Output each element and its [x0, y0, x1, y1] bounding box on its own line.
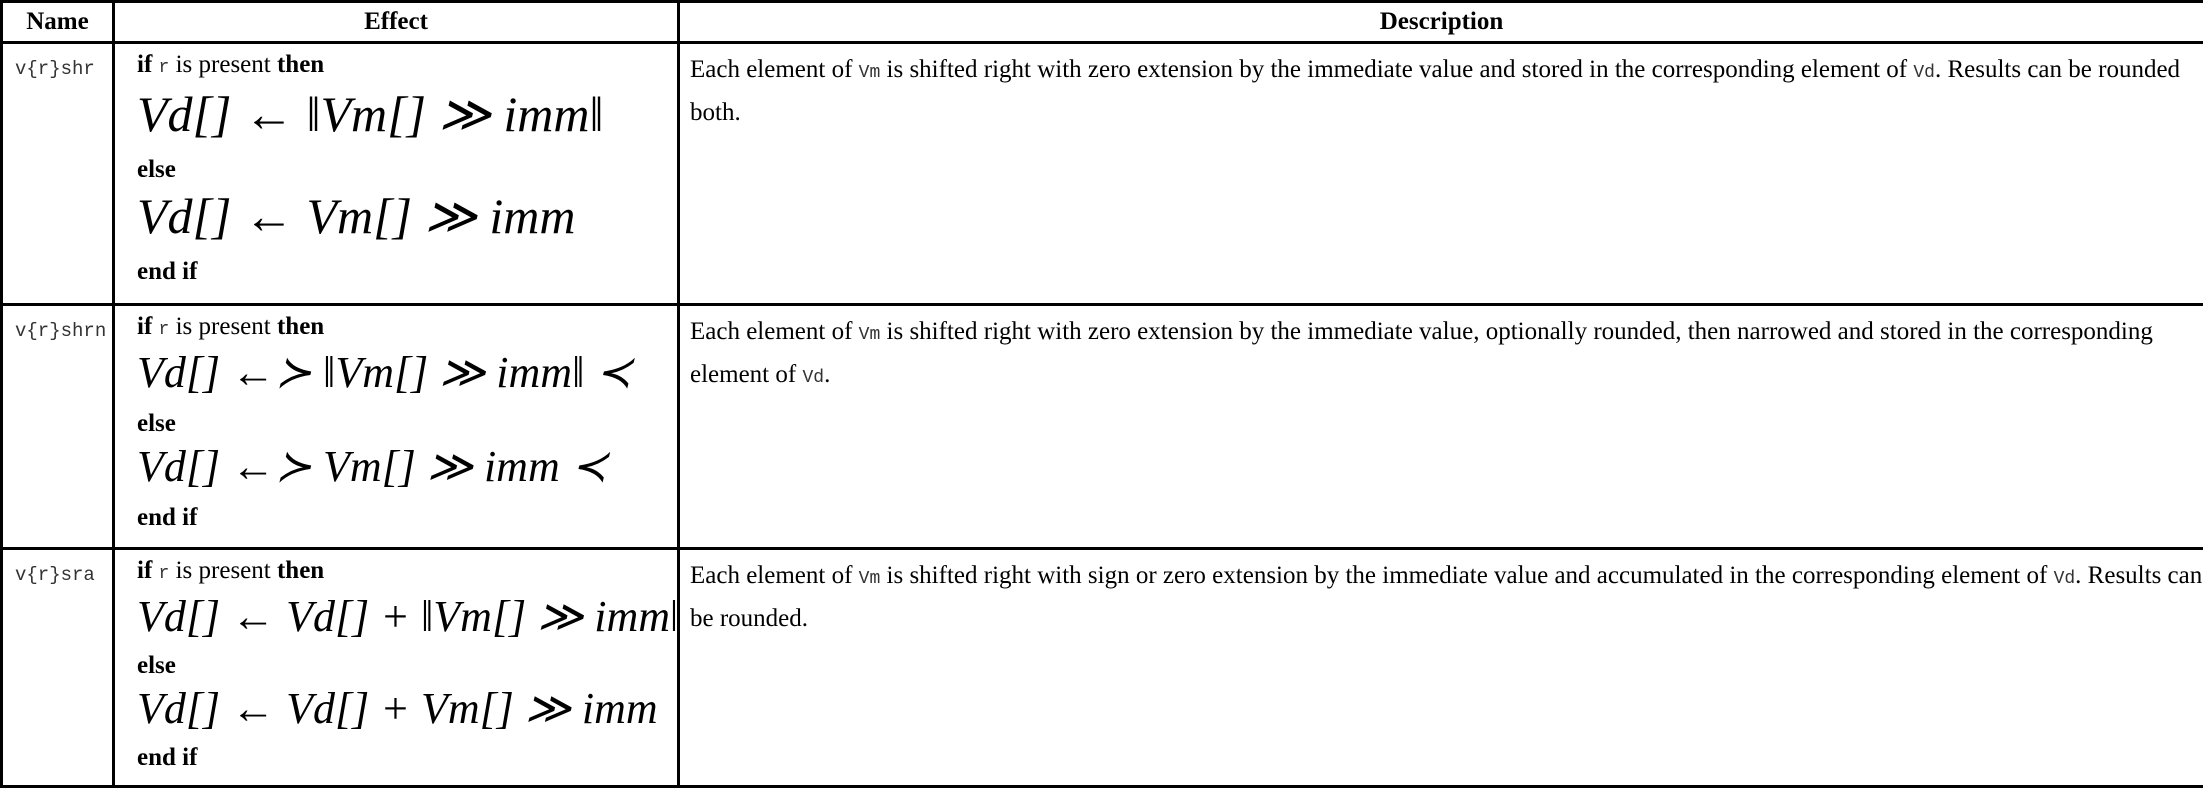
then-keyword: then	[277, 313, 324, 340]
header-effect: Effect	[114, 2, 679, 43]
desc-text: is shifted right with zero extension by the immediate value and stored in the corresponding element of	[880, 56, 1913, 83]
endif-keyword: end if	[137, 503, 677, 533]
endif-keyword: end if	[137, 743, 677, 773]
then-keyword: then	[277, 51, 324, 78]
desc-text: is shifted right with zero extension by the immediate value, optionally rounded, then narrowed and stored in the corresponding element of	[690, 318, 2153, 388]
description-cell	[679, 43, 2203, 305]
cond-text: is present	[176, 557, 271, 584]
if-line	[137, 556, 677, 589]
effect-formula-plain: Vd[] ← Vm[] ≫ imm	[137, 185, 677, 247]
cond-text: is present	[176, 51, 271, 78]
else-keyword: else	[137, 155, 677, 185]
cond-code: r	[159, 58, 170, 78]
effect-formula-plain: Vd[] ←≻ Vm[] ≫ imm ≺	[137, 439, 677, 495]
header-name: Name	[2, 2, 114, 43]
effect-formula-plain: Vd[] ← Vd[] + Vm[] ≫ imm	[137, 681, 677, 737]
header-description: Description	[679, 2, 2203, 43]
effect-formula-rounded: Vd[] ←≻ ‖Vm[] ≫ imm‖ ≺	[137, 345, 677, 401]
description-cell	[679, 305, 2203, 549]
description-cell	[679, 549, 2203, 787]
desc-text: Each element of	[690, 318, 859, 345]
effect-cell	[114, 305, 679, 549]
effect-formula-rounded: Vd[] ← Vd[] + ‖Vm[] ≫ imm‖	[137, 589, 677, 645]
instruction-name: v{r}shrn	[2, 305, 114, 549]
desc-code-vd: Vd	[802, 368, 824, 388]
if-keyword: if	[137, 51, 152, 78]
else-keyword: else	[137, 409, 677, 439]
cond-code: r	[159, 320, 170, 340]
instruction-name: v{r}shr	[2, 43, 114, 305]
desc-text: Each element of	[690, 56, 859, 83]
else-keyword: else	[137, 651, 677, 681]
table-row	[2, 549, 2203, 787]
desc-text: .	[824, 361, 830, 388]
if-line	[137, 50, 677, 83]
desc-code-vm: Vm	[859, 63, 881, 83]
desc-text: . Results can be rounded.	[690, 562, 2202, 632]
if-line	[137, 312, 677, 345]
endif-keyword: end if	[137, 257, 677, 287]
desc-code-vm: Vm	[859, 569, 881, 589]
desc-code-vm: Vm	[859, 325, 881, 345]
then-keyword: then	[277, 557, 324, 584]
if-keyword: if	[137, 557, 152, 584]
cond-text: is present	[176, 313, 271, 340]
cond-code: r	[159, 564, 170, 584]
header-row	[2, 2, 2203, 43]
desc-text: is shifted right with sign or zero extension by the immediate value and accumulated in the corresponding element of	[880, 562, 2053, 589]
desc-code-vd: Vd	[1913, 63, 1935, 83]
desc-text: . Results can be rounded both.	[690, 56, 2180, 126]
effect-cell	[114, 43, 679, 305]
effect-cell	[114, 549, 679, 787]
table-row	[2, 305, 2203, 549]
if-keyword: if	[137, 313, 152, 340]
desc-code-vd: Vd	[2054, 569, 2076, 589]
instruction-name: v{r}sra	[2, 549, 114, 787]
effect-formula-rounded: Vd[] ← ‖Vm[] ≫ imm‖	[137, 83, 677, 145]
table-row	[2, 43, 2203, 305]
desc-text: Each element of	[690, 562, 859, 589]
